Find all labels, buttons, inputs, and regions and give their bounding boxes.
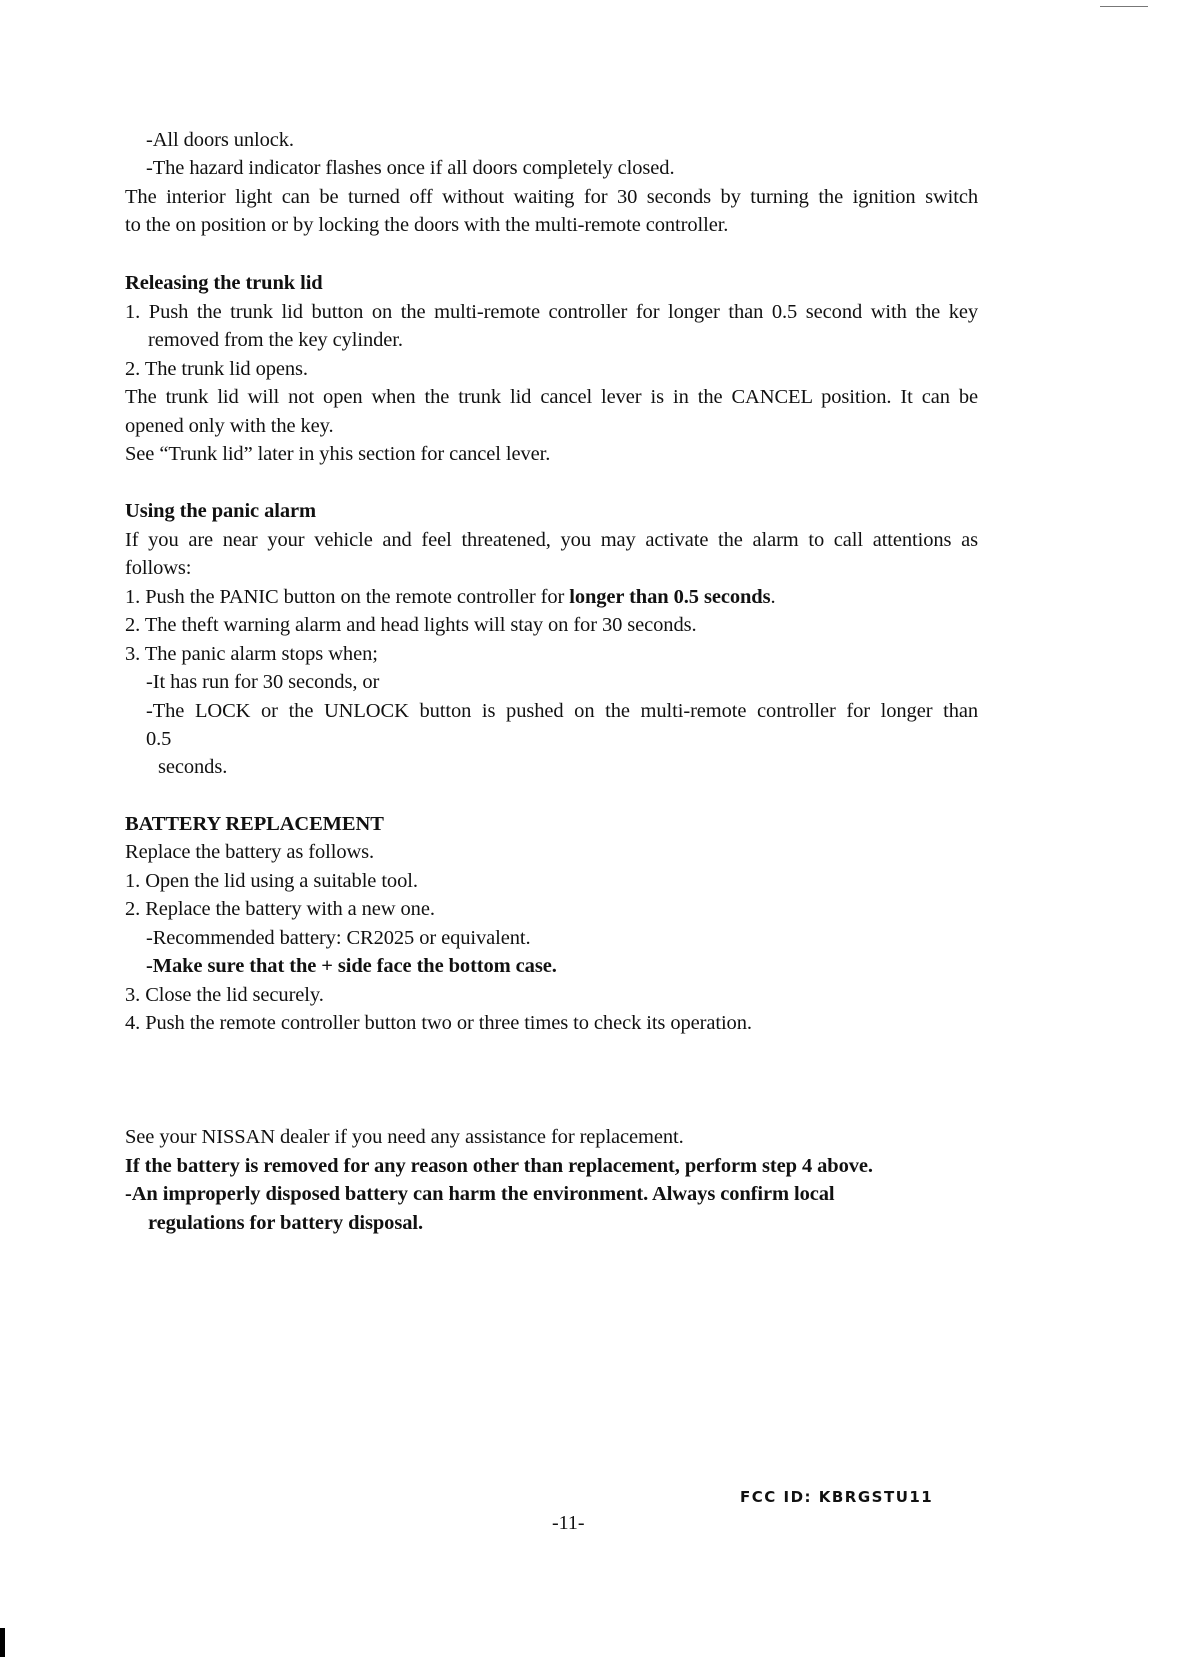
- panic-line-3-end: .: [770, 586, 776, 608]
- battery-line-4: -Recommended battery: CR2025 or equivalent.: [146, 927, 531, 949]
- panic-line-5: 3. The panic alarm stops when;: [125, 643, 378, 665]
- intro-line-1: -All doors unlock.: [146, 129, 294, 151]
- closing-line-1: See your NISSAN dealer if you need any assistance for replacement.: [125, 1126, 684, 1148]
- battery-line-1: Replace the battery as follows.: [125, 841, 375, 863]
- battery-line-3: 2. Replace the battery with a new one.: [125, 898, 435, 920]
- trunk-heading: Releasing the trunk lid: [125, 272, 323, 294]
- panic-line-3-bold: longer than 0.5 seconds: [569, 586, 771, 608]
- intro-line-4: to the on position or by locking the doors with the multi-remote controller.: [125, 214, 729, 236]
- trunk-line-5: opened only with the key.: [125, 415, 334, 437]
- closing-line-3: -An improperly disposed battery can harm the environment. Always confirm local: [125, 1183, 835, 1205]
- battery-heading: BATTERY REPLACEMENT: [125, 813, 384, 835]
- battery-line-7: 4. Push the remote controller button two or three times to check its operation.: [125, 1012, 752, 1034]
- panic-line-1: If you are near your vehicle and feel threatened, you may activate the alarm to call attentions as: [125, 529, 978, 551]
- trunk-line-6: See “Trunk lid” later in yhis section for cancel lever.: [125, 443, 551, 465]
- panic-line-2: follows:: [125, 557, 192, 579]
- page-number: -11-: [552, 1512, 585, 1534]
- intro-line-2: -The hazard indicator flashes once if all doors completely closed.: [146, 157, 675, 179]
- panic-line-7: -The LOCK or the UNLOCK button is pushed on the multi-remote controller for longer than: [146, 700, 978, 722]
- battery-line-6: 3. Close the lid securely.: [125, 984, 324, 1006]
- panic-line-4: 2. The theft warning alarm and head lights will stay on for 30 seconds.: [125, 614, 697, 636]
- closing-line-4: regulations for battery disposal.: [148, 1212, 423, 1234]
- battery-line-5: -Make sure that the + side face the bottom case.: [146, 955, 557, 977]
- panic-line-8: 0.5: [146, 728, 172, 750]
- closing-line-2: If the battery is removed for any reason other than replacement, perform step 4 above.: [125, 1155, 873, 1177]
- panic-line-6: -It has run for 30 seconds, or: [146, 671, 380, 693]
- fcc-id: FCC ID: KBRGSTU11: [740, 1488, 934, 1506]
- trunk-line-1: 1. Push the trunk lid button on the multi-remote controller for longer than 0.5 second with the key: [125, 301, 978, 323]
- panic-line-3-text: 1. Push the PANIC button on the remote controller for: [125, 586, 570, 608]
- battery-line-2: 1. Open the lid using a suitable tool.: [125, 870, 418, 892]
- trunk-line-3: 2. The trunk lid opens.: [125, 358, 308, 380]
- panic-line-3: [125, 584, 775, 611]
- panic-heading: Using the panic alarm: [125, 500, 316, 522]
- intro-line-3: The interior light can be turned off without waiting for 30 seconds by turning the ignition switch: [125, 186, 978, 208]
- panic-line-9: seconds.: [158, 756, 228, 778]
- trunk-line-2: removed from the key cylinder.: [148, 329, 403, 351]
- scan-artifact-top: [1100, 6, 1148, 7]
- scan-artifact-left: [0, 1628, 5, 1657]
- trunk-line-4: The trunk lid will not open when the trunk lid cancel lever is in the CANCEL position. It can be: [125, 386, 978, 408]
